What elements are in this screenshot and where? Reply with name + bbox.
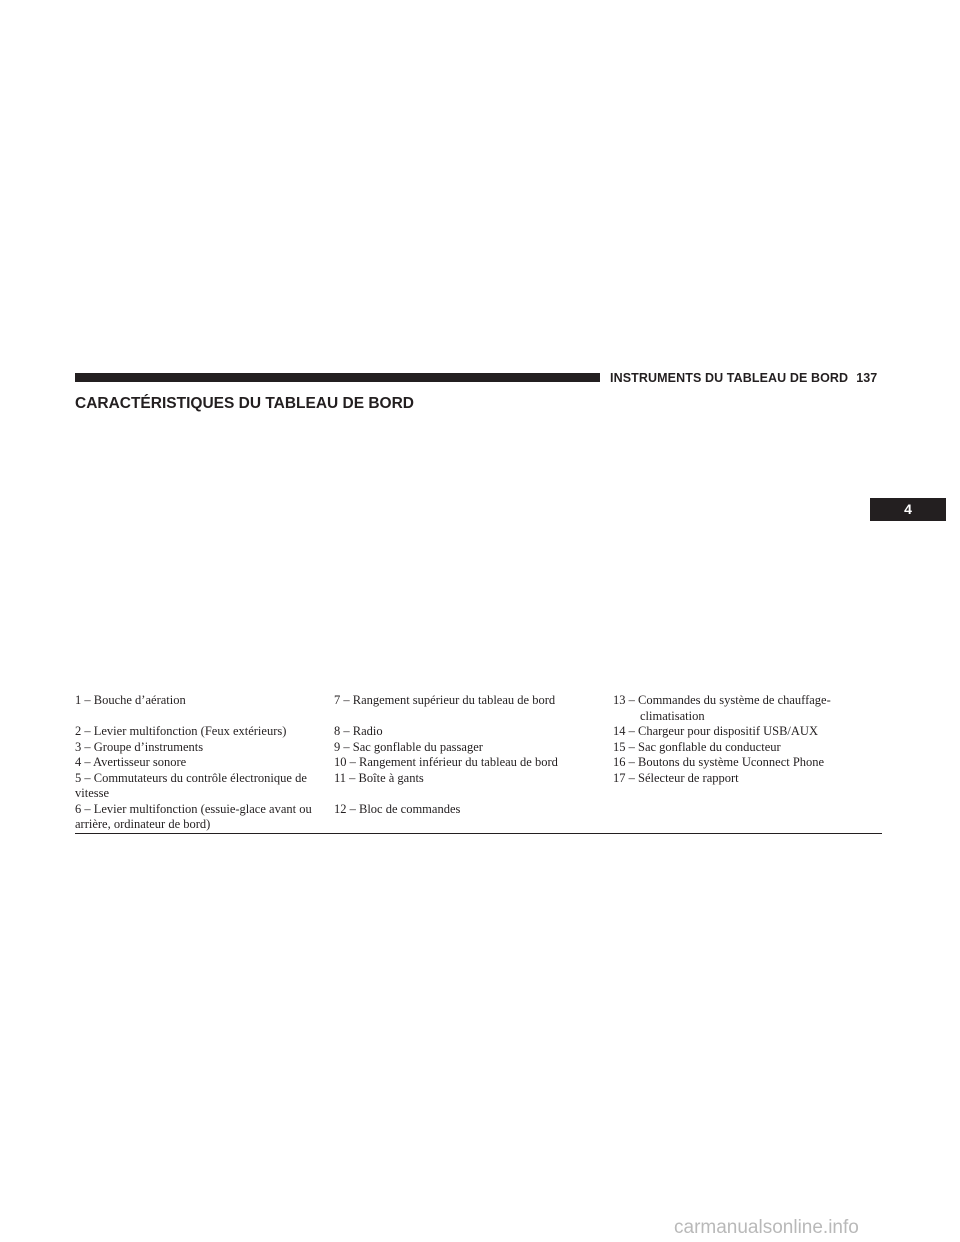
legend-item [613,693,882,724]
legend-item: 16 – Boutons du système Uconnect Phone [613,755,825,769]
running-head [610,370,890,386]
legend-item: 12 – Bloc de commandes [334,801,461,816]
chapter-tab[interactable]: 4 [870,498,946,521]
watermark-text: carmanualsonline.info [674,1217,859,1238]
legend-item: 8 – Radio [334,724,383,738]
legend-item: 2 – Levier multifonction (Feux extérieurs) [75,724,287,738]
section-title: CARACTÉRISTIQUES DU TABLEAU DE BORD [75,395,414,412]
legend-item: 17 – Sélecteur de rapport [613,770,739,785]
legend-item: 15 – Sac gonflable du conducteur [613,739,781,754]
legend-item-text: 13 – Commandes du système de chauffage-climatisation [613,693,831,723]
legend-item: 5 – Commutateurs du contrôle électronique de vitesse [75,770,307,800]
legend-item: 11 – Boîte à gants [334,770,424,785]
legend-item [613,802,882,833]
legend-item: 4 – Avertisseur sonore [75,755,187,769]
header-rule-bar [75,373,600,382]
legend-item: 3 – Groupe d’instruments [75,739,204,754]
legend-row [75,693,882,724]
figure-legend [75,693,882,833]
legend-row [75,724,882,740]
legend-divider [75,833,882,834]
legend-row [75,755,882,771]
legend-item: 10 – Rangement inférieur du tableau de bord [334,755,558,769]
legend-item: 7 – Rangement supérieur du tableau de bord [334,693,556,707]
legend-row [75,771,882,802]
legend-item: 14 – Chargeur pour dispositif USB/AUX [613,724,818,738]
legend-item: 6 – Levier multifonction (essuie-glace avant ou arrière, ordinateur de bord) [75,801,312,831]
legend-row [75,802,882,833]
legend-item: 9 – Sac gonflable du passager [334,739,483,754]
running-head-section: INSTRUMENTS DU TABLEAU DE BORD [610,371,849,385]
legend-item: 1 – Bouche d’aération [75,693,186,707]
page-number: 137 [856,371,878,385]
legend-row [75,740,882,756]
